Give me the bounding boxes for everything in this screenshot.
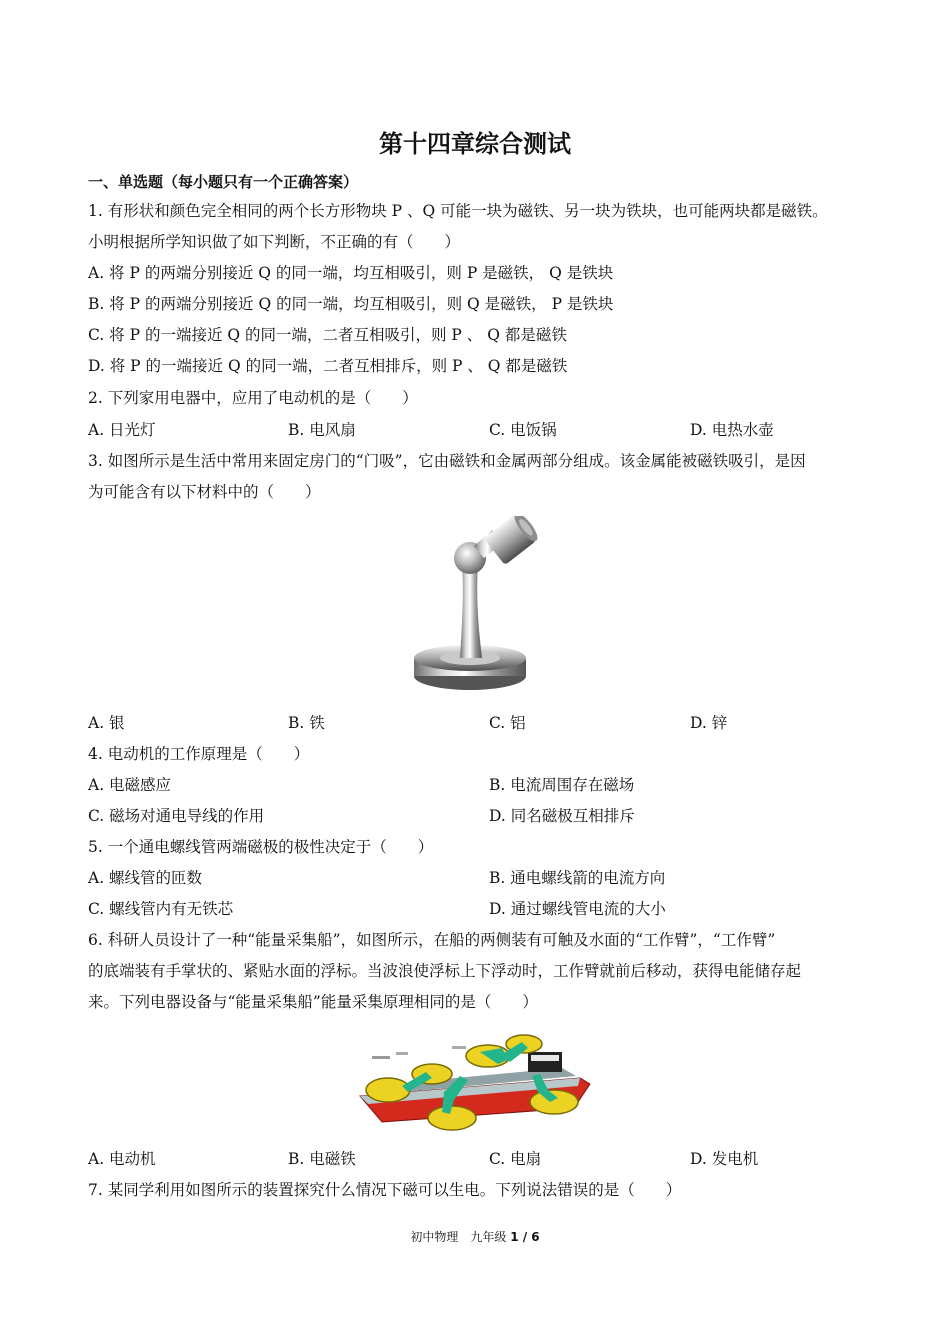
q4-option-c: C. 磁场对通电导线的作用 xyxy=(88,807,265,825)
q6-stem-line3: 来。下列电器设备与“能量采集船”能量采集原理相同的是（ ） xyxy=(88,993,538,1011)
q5-stem: 5. 一个通电螺线管两端磁极的极性决定于（ ） xyxy=(88,838,434,856)
q4-option-d: D. 同名磁极互相排斥 xyxy=(489,807,635,825)
q5-option-b: B. 通电螺线箭的电流方向 xyxy=(489,869,666,887)
q6-option-a: A. 电动机 xyxy=(88,1150,156,1168)
q1-stem-line2: 小明根据所学知识做了如下判断，不正确的有（ ） xyxy=(88,233,461,251)
q3-option-c: C. 铝 xyxy=(489,714,526,732)
q1-stem-line1: 1. 有形状和颜色完全相同的两个长方形物块 P 、Q 可能一块为磁铁、另一块为铁块，也可能两块都是磁铁。 xyxy=(88,202,828,220)
q3-option-b: B. 铁 xyxy=(288,714,325,732)
page-title: 第十四章综合测试 xyxy=(379,130,571,158)
q5-option-d: D. 通过螺线管电流的大小 xyxy=(489,900,666,918)
q4-option-b: B. 电流周围存在磁场 xyxy=(489,776,635,794)
q4-stem: 4. 电动机的工作原理是（ ） xyxy=(88,745,310,763)
q5-option-a: A. 螺线管的匝数 xyxy=(88,869,203,887)
q5-option-c: C. 螺线管内有无铁芯 xyxy=(88,900,234,918)
q2-option-c: C. 电饭锅 xyxy=(489,421,557,439)
q4-option-a: A. 电磁感应 xyxy=(88,776,172,794)
page-footer xyxy=(0,1228,950,1245)
section-heading: 一、单选题（每小题只有一个正确答案） xyxy=(88,173,359,191)
q2-option-d: D. 电热水壶 xyxy=(690,421,774,439)
q1-option-c: C. 将 P 的一端接近 Q 的同一端，二者互相吸引，则 P 、 Q 都是磁铁 xyxy=(88,326,567,344)
q6-stem-line2: 的底端装有手掌状的、紧贴水面的浮标。当波浪使浮标上下浮动时，工作臂就前后移动，获得电能储存起 xyxy=(88,962,802,980)
q6-stem-line1: 6. 科研人员设计了一种“能量采集船”，如图所示，在船的两侧装有可触及水面的“工作臂”，“工作臂” xyxy=(88,931,776,949)
energy-harvesting-ship-image xyxy=(352,1026,602,1138)
door-stopper-image xyxy=(408,516,543,694)
q3-option-d: D. 锌 xyxy=(690,714,728,732)
q6-option-b: B. 电磁铁 xyxy=(288,1150,356,1168)
q6-option-c: C. 电扇 xyxy=(489,1150,542,1168)
footer-label: 初中物理 九年级 xyxy=(410,1230,507,1244)
q3-stem-line1: 3. 如图所示是生活中常用来固定房门的“门吸”，它由磁铁和金属两部分组成。该金属能被磁铁吸引，是因 xyxy=(88,452,806,470)
q3-option-a: A. 银 xyxy=(88,714,125,732)
q1-option-d: D. 将 P 的一端接近 Q 的同一端，二者互相排斥，则 P 、 Q 都是磁铁 xyxy=(88,357,568,375)
q2-option-b: B. 电风扇 xyxy=(288,421,356,439)
q2-option-a: A. 日光灯 xyxy=(88,421,156,439)
q1-option-a: A. 将 P 的两端分别接近 Q 的同一端，均互相吸引，则 P 是磁铁， Q 是铁块 xyxy=(88,264,614,282)
q6-option-d: D. 发电机 xyxy=(690,1150,759,1168)
q7-stem: 7. 某同学利用如图所示的装置探究什么情况下磁可以生电。下列说法错误的是（ ） xyxy=(88,1181,682,1199)
page-number: 1 / 6 xyxy=(510,1230,540,1244)
q1-option-b: B. 将 P 的两端分别接近 Q 的同一端，均互相吸引，则 Q 是磁铁， P 是铁块 xyxy=(88,295,614,313)
q2-stem: 2. 下列家用电器中，应用了电动机的是（ ） xyxy=(88,389,418,407)
q3-stem-line2: 为可能含有以下材料中的（ ） xyxy=(88,483,321,501)
